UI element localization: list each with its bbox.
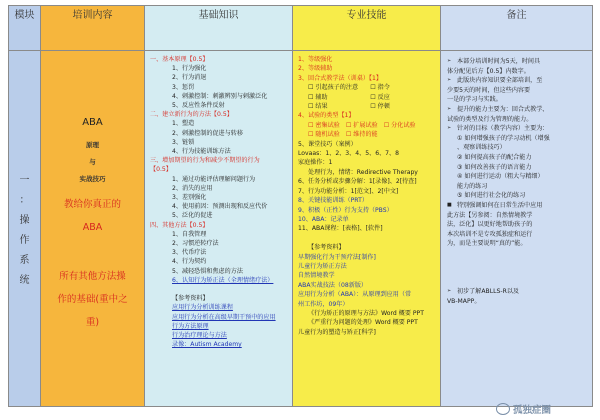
note-line: VB-MAPP。 bbox=[447, 297, 481, 305]
note-line: ③ 如何改善孩子的语言能力 bbox=[457, 163, 532, 171]
basic-line: 1、塑造 bbox=[172, 120, 195, 128]
skill-line: ☐ 随机试验 ☐ 维持的能 bbox=[308, 131, 378, 139]
skill-list bbox=[298, 55, 437, 337]
note-line bbox=[447, 258, 587, 268]
basic-line[interactable]: 6、认知行为矫正法（全理情绪疗法） bbox=[172, 276, 274, 284]
note-line: 试验的类型及行为管理的能力。 bbox=[447, 115, 533, 123]
basic-line: 1、通过功能评估理解问题行为 bbox=[172, 175, 256, 183]
note-line: 本次培训不是专攻孤独症和运行 bbox=[447, 230, 533, 238]
notes-cell bbox=[441, 51, 593, 407]
content-aba2: ABA bbox=[82, 222, 103, 233]
skill-line bbox=[298, 234, 437, 243]
skill-line: 10、ABA：记录单 bbox=[298, 215, 349, 223]
note-line: 为，而是主要说明“真的”能。 bbox=[447, 240, 527, 248]
skill-line: ☐ 辅助 ☐ 反应 bbox=[308, 93, 390, 101]
basic-line: 2、消失的应用 bbox=[172, 184, 213, 192]
content-foundation-2: 作的基础(重中之 bbox=[57, 294, 128, 305]
skill-line: ☐ 密集试验 ☐ 扩展试验 ☐ 分化试验 bbox=[308, 121, 416, 129]
module-char: 作 bbox=[19, 235, 30, 246]
skill-line: 儿童行为的塑造与矫正[科学] bbox=[298, 328, 376, 336]
body-row bbox=[9, 51, 593, 407]
basic-line: 3、差别强化 bbox=[172, 194, 207, 202]
note-line: 少要5天的时间，但这些内容要 bbox=[447, 86, 531, 94]
note-line: ② 如何提高孩子的配合能力 bbox=[457, 153, 532, 161]
skill-line: 3、回合式教学法（训桌）【1】 bbox=[298, 74, 382, 82]
skill-line: 《行为矫正的原理与方法》Word 概要 PPT bbox=[308, 309, 424, 317]
note-line: ➢ 针对的目标（教学内容）主要为： bbox=[447, 124, 587, 134]
basic-line bbox=[150, 285, 289, 294]
header-content: 培训内容 bbox=[41, 6, 145, 51]
skill-line: 6、任务分析或步骤分解：1[录像]、2[待查] bbox=[298, 178, 417, 186]
skill-line: 家庭操作：1 bbox=[298, 159, 333, 167]
skill-line: 《严重行为问题的处理》Word 概要 PPT bbox=[308, 319, 418, 327]
module-char: 系 bbox=[19, 255, 30, 266]
skill-line: 早期强化行为干预疗法[制作] bbox=[298, 253, 376, 261]
module-char: 一 bbox=[19, 175, 30, 186]
basic-knowledge-cell bbox=[145, 51, 293, 407]
skill-line: 4、试验的类型【1】 bbox=[298, 112, 355, 120]
note-line: 、观察训练技巧） bbox=[457, 144, 506, 152]
basic-line: 4、使用前因：预测出现和反应代价 bbox=[172, 203, 268, 211]
basic-line[interactable]: 行为治疗理论与方法 bbox=[172, 332, 227, 340]
content-aba: ABA bbox=[82, 117, 103, 128]
basic-line: 四、其他方法【0.5】 bbox=[150, 221, 209, 229]
skill-line: 儿童行为矫正方法 bbox=[298, 262, 347, 270]
basic-line[interactable]: 录像：Autism Academy bbox=[172, 341, 242, 349]
note-list bbox=[447, 57, 587, 306]
basic-line: 5、减轻恐惧和焦虑的方法 bbox=[172, 267, 243, 275]
skills-cell bbox=[293, 51, 441, 407]
note-line bbox=[447, 249, 587, 259]
skill-line: ☐ 结果 ☐ 停顿 bbox=[308, 103, 390, 111]
note-line: 此方法【另参阅：自然情境教学 bbox=[447, 211, 533, 219]
note-line: ④ 如何进行运动（粗大与精细） bbox=[457, 173, 544, 181]
basic-line: 2、行为消退 bbox=[172, 74, 207, 82]
content-principle: 原理 bbox=[86, 141, 99, 149]
module-char: 操 bbox=[19, 215, 30, 226]
basic-list bbox=[150, 55, 289, 350]
module-char: ： bbox=[19, 195, 30, 206]
skill-line: 自然情境教学 bbox=[298, 272, 335, 280]
note-line: ➢ 此版块内容知识要全部培训，至 bbox=[447, 76, 587, 86]
skill-line: Lovaas：1、2、3、4、5、6、7、8 bbox=[298, 150, 400, 158]
basic-line: 3、惩罚 bbox=[172, 83, 195, 91]
note-line: 法，泛化】以更好地帮助孩子的 bbox=[447, 221, 533, 229]
basic-line[interactable]: 应用行为分析在高级早期干预中的应用 bbox=[172, 313, 276, 321]
note-line bbox=[447, 268, 587, 278]
basic-line[interactable]: 行为方法原理 bbox=[172, 322, 209, 330]
skill-line: 8、关键技能训练（PRT） bbox=[298, 197, 368, 205]
content-skills: 实战技巧 bbox=[79, 175, 106, 183]
basic-line: 3、代币疗法 bbox=[172, 249, 207, 257]
basic-line: 4、行为契约 bbox=[172, 258, 207, 266]
content-foundation-1: 所有其他方法操 bbox=[59, 271, 126, 282]
basic-line: 4、行为技能训练方法 bbox=[172, 148, 231, 156]
module-char: 统 bbox=[19, 275, 30, 286]
basic-line[interactable]: 应用行为分析训练课程 bbox=[172, 304, 233, 312]
watermark-text: 孤独症圈 bbox=[513, 405, 552, 416]
basic-line: 1、行为强化 bbox=[172, 65, 207, 73]
note-line: ➢ 初步了解ABLLS-R以及 bbox=[447, 287, 587, 297]
header-row bbox=[9, 6, 593, 51]
basic-line: 3、链锁 bbox=[172, 138, 195, 146]
basic-line: 5、泛化的促进 bbox=[172, 212, 213, 220]
module-cell bbox=[9, 51, 41, 407]
skill-line: 2、等级辅助 bbox=[298, 65, 333, 73]
header-skills: 专业技能 bbox=[293, 6, 441, 51]
content-teach: 教给你真正的 bbox=[63, 199, 121, 210]
note-line: ⑤ 如何进行社会化的练习 bbox=[457, 192, 526, 200]
content-and: 与 bbox=[89, 158, 96, 166]
content-cell bbox=[41, 51, 145, 407]
basic-line: 三、增加期望的行为和减少不期望的行为 bbox=[150, 157, 260, 165]
note-line: ➢ 提升的能力主要为：回合式教学、 bbox=[447, 105, 587, 115]
wechat-icon bbox=[496, 403, 510, 415]
skill-line: 5、课堂技巧（案例） bbox=[298, 140, 357, 148]
skill-line: ABA实战技法（08新版） bbox=[298, 281, 368, 289]
skill-line: 11、ABA课程：[表格]、[软件] bbox=[298, 225, 383, 233]
skill-line: 9、积极（正性）行为支持（PBS） bbox=[298, 206, 393, 214]
basic-line: 【参考资料】 bbox=[172, 295, 209, 303]
watermark bbox=[496, 402, 551, 416]
skill-line: 7、行为功能分析：1[范文]、2[中文] bbox=[298, 187, 399, 195]
basic-line: 2、刺激控制的促进与转移 bbox=[172, 129, 243, 137]
training-table bbox=[8, 5, 593, 407]
skill-line: 【参考资料】 bbox=[308, 244, 345, 252]
note-line: ➢ 本部分培训时间为5天，时间具 bbox=[447, 57, 587, 67]
content-foundation-3: 重) bbox=[85, 317, 100, 328]
basic-line: 【0.5】 bbox=[150, 166, 172, 174]
skill-line: 1、等级强化 bbox=[298, 56, 333, 63]
basic-line: 2、习惯逆转疗法 bbox=[172, 240, 219, 248]
basic-line: 1、自我管理 bbox=[172, 230, 207, 238]
basic-line: 一、基本原理【0.5】 bbox=[150, 56, 209, 63]
skill-line: 应用行为分析（ABA）：从原理到应用（常 bbox=[298, 291, 412, 299]
skill-line: ☐ 引起孩子的注意 ☐ 指令 bbox=[308, 84, 390, 92]
note-line: 能力的练习 bbox=[457, 182, 488, 190]
basic-line: 5、反应性条件反射 bbox=[172, 102, 225, 110]
note-line: ① 如何增强孩子的学习动机（增强 bbox=[457, 134, 550, 142]
basic-line: 4、刺激控制：刺激辨别与刺激泛化 bbox=[172, 92, 268, 100]
note-line: ■ 特别强调如何在日常生活中应用 bbox=[447, 201, 587, 211]
skill-line: 处理行为，情绪：Redirective Therapy bbox=[308, 168, 418, 176]
skill-line: 州工作坊，09年） bbox=[298, 300, 349, 308]
note-line: 一是的学习与实践。 bbox=[447, 96, 502, 104]
basic-line: 二、建立新行为的方法【0.5】 bbox=[150, 111, 233, 119]
header-notes: 备注 bbox=[441, 6, 593, 51]
note-line bbox=[447, 278, 587, 288]
header-module: 模块 bbox=[9, 6, 41, 51]
note-line: 体分配见后方【0.5】内数字。 bbox=[447, 67, 530, 75]
header-basic: 基础知识 bbox=[145, 6, 293, 51]
